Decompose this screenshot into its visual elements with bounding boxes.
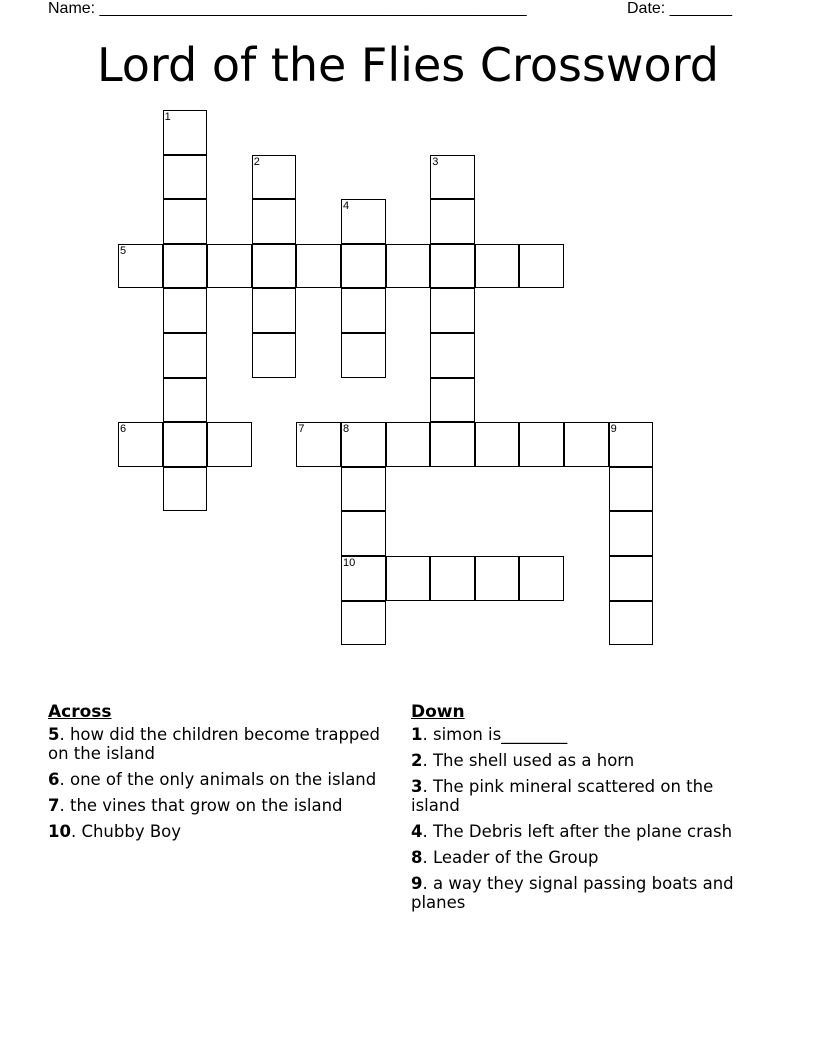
grid-cell[interactable] [163, 199, 208, 244]
down-clue [411, 751, 741, 770]
clue-text: . Leader of the Group [422, 848, 599, 867]
clue-number: 2 [411, 751, 423, 770]
clue-text: . one of the only animals on the island [59, 770, 377, 789]
grid-cell[interactable] [430, 244, 475, 289]
clue-number: 7 [298, 423, 305, 436]
grid-cell[interactable] [118, 244, 163, 289]
clue-number: 4 [411, 822, 423, 841]
grid-cell[interactable] [341, 244, 386, 289]
clue-number: 3 [411, 777, 423, 796]
clue-number: 10 [48, 822, 71, 841]
down-clue [411, 725, 741, 744]
down-clue [411, 822, 741, 841]
grid-cell[interactable] [163, 422, 208, 467]
grid-cell[interactable] [207, 244, 252, 289]
clue-text: . The shell used as a horn [422, 751, 635, 770]
grid-cell[interactable] [430, 333, 475, 378]
grid-cell[interactable] [252, 333, 297, 378]
clue-number: 1 [411, 725, 423, 744]
grid-cell[interactable] [252, 244, 297, 289]
page-title: Lord of the Flies Crossword [96, 38, 720, 92]
clue-number: 5 [120, 244, 127, 257]
clue-number: 4 [343, 200, 350, 213]
clue-number: 8 [411, 848, 423, 867]
clue-number: 5 [48, 725, 60, 744]
across-clue [48, 822, 393, 841]
grid-cell[interactable] [609, 467, 654, 512]
down-clues [411, 703, 741, 919]
grid-cell[interactable] [207, 422, 252, 467]
clue-number: 9 [610, 423, 617, 436]
grid-cell[interactable] [386, 244, 431, 289]
grid-cell[interactable] [430, 556, 475, 601]
grid-cell[interactable] [430, 199, 475, 244]
clue-number: 7 [48, 796, 60, 815]
grid-cell[interactable] [430, 288, 475, 333]
down-clue [411, 777, 741, 815]
grid-cell[interactable] [341, 333, 386, 378]
across-clue [48, 796, 393, 815]
grid-cell[interactable] [296, 244, 341, 289]
across-clues [48, 703, 393, 848]
name-line: ________________________________________________ [99, 0, 527, 17]
grid-cell[interactable] [519, 422, 564, 467]
across-clue [48, 770, 393, 789]
across-heading: Across [48, 702, 112, 722]
grid-cell[interactable] [252, 199, 297, 244]
grid-cell[interactable] [163, 288, 208, 333]
grid-cell[interactable] [341, 601, 386, 646]
grid-cell[interactable] [519, 556, 564, 601]
across-clue [48, 725, 393, 763]
grid-cell[interactable] [163, 333, 208, 378]
grid-cell[interactable] [519, 244, 564, 289]
grid-cell[interactable] [163, 110, 208, 155]
clue-text: . The pink mineral scattered on the island [411, 777, 714, 815]
clue-text: . a way they signal passing boats and planes [411, 874, 734, 912]
down-clue [411, 848, 741, 867]
grid-cell[interactable] [430, 422, 475, 467]
grid-cell[interactable] [609, 422, 654, 467]
grid-cell[interactable] [252, 155, 297, 200]
clue-text: . how did the children become trapped on the island [48, 725, 381, 763]
grid-cell[interactable] [341, 199, 386, 244]
grid-cell[interactable] [118, 422, 163, 467]
grid-cell[interactable] [341, 422, 386, 467]
clue-number: 8 [343, 423, 350, 436]
grid-cell[interactable] [609, 556, 654, 601]
clue-text: . simon is________ [422, 725, 568, 744]
clue-text: . Chubby Boy [70, 822, 182, 841]
grid-cell[interactable] [163, 155, 208, 200]
grid-cell[interactable] [430, 155, 475, 200]
down-clue [411, 874, 741, 912]
name-label: Name: [48, 0, 96, 17]
grid-cell[interactable] [386, 422, 431, 467]
grid-cell[interactable] [609, 511, 654, 556]
grid-cell[interactable] [609, 601, 654, 646]
grid-cell[interactable] [252, 288, 297, 333]
grid-cell[interactable] [163, 378, 208, 423]
clue-text: . the vines that grow on the island [59, 796, 343, 815]
date-line: _______ [669, 0, 732, 17]
grid-cell[interactable] [341, 556, 386, 601]
clue-number: 6 [120, 423, 127, 436]
down-heading: Down [411, 702, 465, 722]
grid-cell[interactable] [475, 556, 520, 601]
grid-cell[interactable] [163, 467, 208, 512]
clue-number: 3 [432, 155, 439, 168]
grid-cell[interactable] [296, 422, 341, 467]
clue-number: 10 [343, 557, 356, 569]
date-label: Date: [627, 0, 666, 17]
clue-number: 6 [48, 770, 60, 789]
clue-number: 2 [253, 155, 260, 168]
grid-cell[interactable] [475, 244, 520, 289]
grid-cell[interactable] [564, 422, 609, 467]
date-field[interactable] [627, 0, 732, 18]
grid-cell[interactable] [341, 511, 386, 556]
grid-cell[interactable] [430, 378, 475, 423]
clue-number: 1 [164, 111, 171, 123]
grid-cell[interactable] [341, 288, 386, 333]
grid-cell[interactable] [475, 422, 520, 467]
grid-cell[interactable] [386, 556, 431, 601]
name-field[interactable] [48, 0, 527, 18]
clue-text: . The Debris left after the plane crash [422, 822, 733, 841]
clue-number: 9 [411, 874, 423, 893]
grid-cell[interactable] [341, 467, 386, 512]
grid-cell[interactable] [163, 244, 208, 289]
